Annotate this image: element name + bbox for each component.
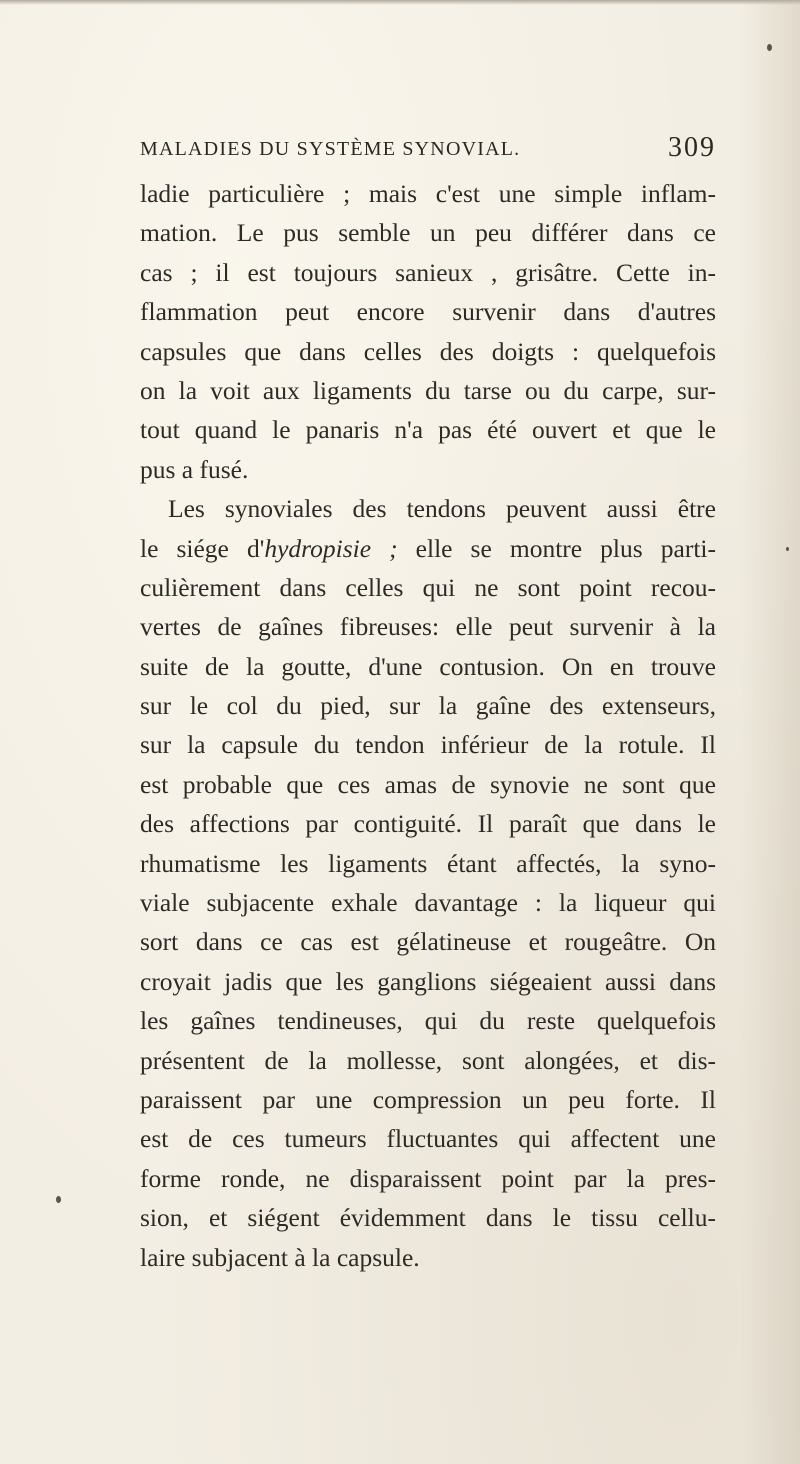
text-line: rhumatisme les ligaments étant affectés, la syno- — [140, 848, 716, 878]
text-line: on la voit aux ligaments du tarse ou du carpe, sur- — [140, 375, 716, 405]
text-line: est probable que ces amas de synovie ne sont que — [140, 769, 716, 799]
text-line: les gaînes tendineuses, qui du reste quelquefois — [140, 1006, 716, 1036]
text-line: sur le col du pied, sur la gaîne des extenseurs, — [140, 691, 716, 721]
text-line: vertes de gaînes fibreuses: elle peut survenir à la — [140, 612, 716, 642]
text-line: tout quand le panaris n'a pas été ouvert et que le — [140, 415, 716, 445]
text-line: sur la capsule du tendon inférieur de la rotule. Il — [140, 730, 716, 760]
page-number: 309 — [668, 132, 716, 163]
text-line: pus a fusé. — [140, 454, 249, 484]
paper-speck — [767, 44, 772, 51]
page-gutter-shadow — [740, 0, 800, 1464]
text-line: cas ; il est toujours sanieux , grisâtre. Cette in- — [140, 257, 716, 287]
text-line: croyait jadis que les ganglions siégeaient aussi dans — [140, 966, 716, 996]
text-line: mation. Le pus semble un peu différer dans ce — [140, 218, 716, 248]
text-line: suite de la goutte, d'une contusion. On en trouve — [140, 651, 716, 681]
text-line: présentent de la mollesse, sont alongées, et dis- — [140, 1045, 716, 1075]
text-line: sion, et siégent évidemment dans le tissu cellu- — [140, 1203, 716, 1233]
italic-term: hydropisie ; — [264, 533, 398, 563]
running-head — [140, 132, 716, 168]
text-line: sort dans ce cas est gélatineuse et rougeâtre. On — [140, 927, 716, 957]
text-line-with-italic — [140, 529, 716, 568]
text-line: capsules que dans celles des doigts : quelquefois — [140, 336, 716, 366]
page-top-edge — [0, 0, 800, 5]
paper-speck — [56, 1196, 61, 1203]
text-line: flammation peut encore survenir dans d'autres — [140, 297, 716, 327]
text-line: des affections par contiguité. Il paraît que dans le — [140, 809, 716, 839]
text-line: viale subjacente exhale davantage : la liqueur qui — [140, 888, 716, 918]
text-line: laire subjacent à la capsule. — [140, 1242, 420, 1272]
text-line: culièrement dans celles qui ne sont point recou- — [140, 572, 716, 602]
paper-speck — [786, 547, 789, 551]
text-segment: elle se montre plus parti- — [397, 533, 716, 563]
body-text — [140, 174, 716, 1277]
running-head-title: MALADIES DU SYSTÈME SYNOVIAL. — [140, 138, 521, 160]
text-line: est de ces tumeurs fluctuantes qui affectent une — [140, 1124, 716, 1154]
text-line: forme ronde, ne disparaissent point par la pres- — [140, 1163, 716, 1193]
text-line: ladie particulière ; mais c'est une simple inflam- — [140, 179, 716, 208]
text-line: paraissent par une compression un peu forte. Il — [140, 1084, 716, 1114]
text-segment: le siége d' — [140, 533, 265, 563]
text-line: Les synoviales des tendons peuvent aussi être — [168, 494, 716, 524]
